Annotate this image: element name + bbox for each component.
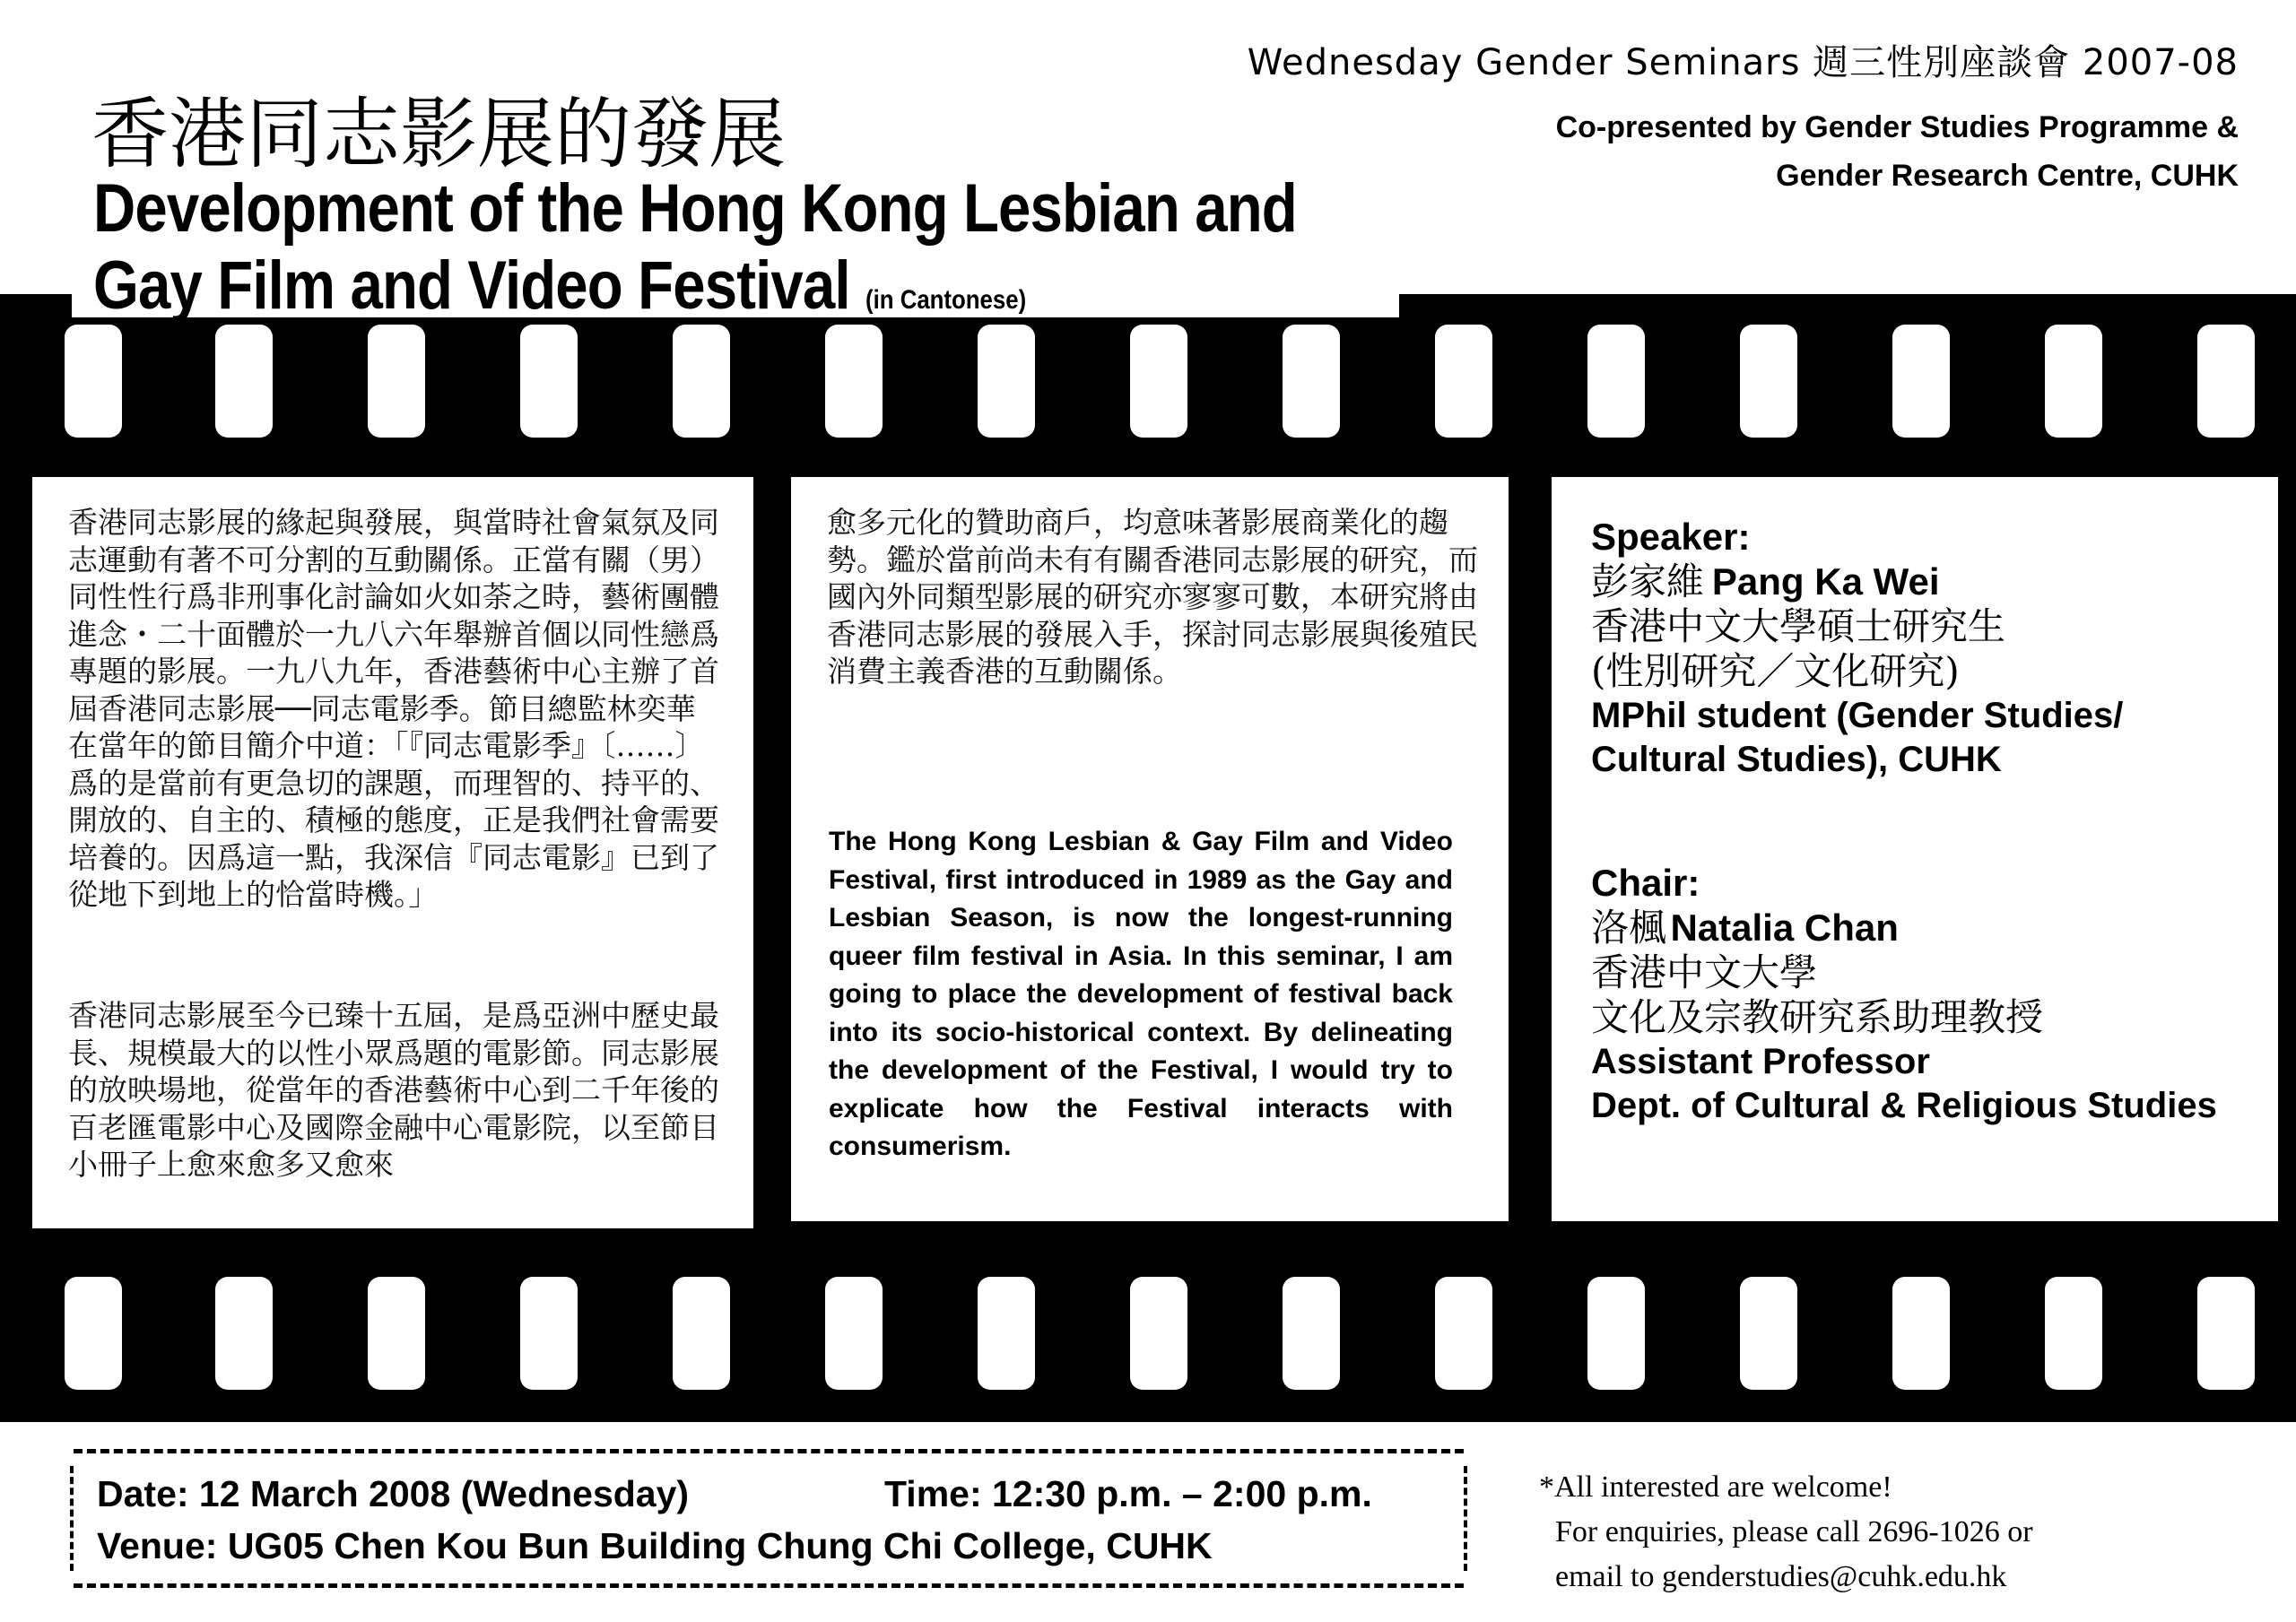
sprocket-hole: [215, 1277, 273, 1390]
welcome-note: *All interested are welcome!: [1539, 1470, 1892, 1504]
sprocket-hole: [1892, 325, 1950, 438]
chair-heading: Chair:: [1591, 862, 1700, 904]
event-date: Date: 12 March 2008 (Wednesday): [97, 1473, 690, 1514]
sprocket-hole: [978, 1277, 1035, 1390]
seminar-series-title: Wednesday Gender Seminars 週三性別座談會 2007-08: [1247, 42, 2239, 83]
chair-name-en: Natalia Chan: [1670, 906, 1899, 949]
chair-title-zh-2: 文化及宗教研究系助理教授: [1591, 995, 2044, 1039]
copresenters: [1556, 103, 2239, 200]
enquiry-phone: For enquiries, please call 2696-1026 or: [1555, 1515, 2033, 1548]
sprocket-hole: [2045, 1277, 2102, 1390]
sprocket-hole: [65, 325, 122, 438]
frame-speakers: [1552, 477, 2278, 1221]
event-info-box: [74, 1449, 1464, 1588]
sprocket-hole: [368, 1277, 425, 1390]
event-time: Time: 12:30 p.m. – 2:00 p.m.: [884, 1473, 1372, 1514]
abstract-zh-paragraph-1: 香港同志影展的緣起與發展，與當時社會氣氛及同志運動有著不可分割的互動關係。正當有關（男）同性性行爲非刑事化討論如火如荼之時，藝術團體進念・二十面體於一九八六年舉辦首個以同性戀爲專題的影展。一九八九年，香港藝術中心主辦了首屆香港同志影展──同志電影季。節目總監林奕華在當年的節目簡介中道：「『同志電影季』〔……〕爲的是當前有更急切的課題，而理智的、持平的、開放的、自主的、積極的態度，正是我們社會需要培養的。因爲這一點，我深信『同志電影』已到了從地下到地上的恰當時機。」: [68, 505, 719, 912]
sprocket-hole: [673, 325, 730, 438]
sprocket-hole: [1130, 1277, 1187, 1390]
chair-title-en-2: Dept. of Cultural & Religious Studies: [1591, 1086, 2217, 1125]
speaker-name-en: Pang Ka Wei: [1711, 560, 1940, 603]
enquiry-notes: [1539, 1465, 2033, 1600]
chair-title-en-1: Assistant Professor: [1591, 1042, 1930, 1081]
frame-abstract-zh: [32, 477, 753, 1228]
sprocket-hole: [2197, 325, 2255, 438]
abstract-en: The Hong Kong Lesbian & Gay Film and Video Festival, first introduced in 1989 as the Gay and Lesbian Season, is now the longest-running queer film festival in Asia. In this seminar, I am going to place the development of festival back into its socio-historical context. By delineating the development of the Festival, I would try to explicate how the Festival interacts with consumerism.: [829, 827, 1453, 1161]
sprocket-hole: [1587, 325, 1645, 438]
sprocket-hole: [1740, 1277, 1797, 1390]
chair-title-zh-1: 香港中文大學: [1591, 950, 1818, 994]
sprocket-hole: [215, 325, 273, 438]
speaker-name-zh: 彭家維: [1591, 559, 1705, 603]
sprocket-hole: [1283, 1277, 1340, 1390]
event-venue: Venue: UG05 Chen Kou Bun Building Chung Chi College, CUHK: [97, 1525, 1213, 1566]
sprocket-hole: [368, 325, 425, 438]
enquiry-email: email to genderstudies@cuhk.edu.hk: [1555, 1560, 2007, 1593]
sprocket-hole: [520, 325, 578, 438]
speaker-title-en-1: MPhil student (Gender Studies/: [1591, 696, 2124, 735]
abstract-zh-paragraph-2: 香港同志影展至今已臻十五屆，是爲亞洲中歷史最長、規模最大的以性小眾爲題的電影節。同志影展的放映場地，從當年的香港藝術中心到二千年後的百老匯電影中心及國際金融中心電影院，以至節目小冊子上愈來愈多又愈來: [68, 998, 719, 1182]
speaker-title-en-2: Cultural Studies), CUHK: [1591, 740, 2002, 779]
frame-abstract-en: [791, 477, 1509, 1221]
sprocket-hole: [1587, 1277, 1645, 1390]
sprocket-hole: [65, 1277, 122, 1390]
sprocket-hole: [2197, 1277, 2255, 1390]
copresenter-line-1: Co-presented by Gender Studies Programme &: [1555, 110, 2239, 144]
title-chinese: 香港同志影展的發展: [91, 90, 786, 179]
chair-name-zh: 洛楓: [1591, 906, 1667, 950]
speaker-heading: Speaker:: [1591, 516, 1751, 558]
speaker-title-zh-1: 香港中文大學碩士研究生: [1591, 604, 2006, 648]
sprocket-hole: [1435, 325, 1492, 438]
title-english: [93, 170, 1297, 339]
sprocket-hole: [1130, 325, 1187, 438]
title-english-line-1: Development of the Hong Kong Lesbian and: [93, 170, 1297, 247]
speaker-block: [1591, 515, 2273, 782]
film-strip-background: [0, 294, 2296, 1422]
sprocket-hole: [2045, 325, 2102, 438]
sprocket-hole: [1435, 1277, 1492, 1390]
abstract-zh-paragraph-3: 愈多元化的贊助商戶，均意味著影展商業化的趨勢。鑑於當前尚未有有關香港同志影展的研究，而國內外同類型影展的研究亦寥寥可數，本研究將由香港同志影展的發展入手，探討同志影展與後殖民消費主義香港的互動關係。: [827, 505, 1478, 689]
language-note: (in Cantonese): [865, 285, 1027, 315]
sprocket-hole: [673, 1277, 730, 1390]
speaker-title-zh-2: (性別研究／文化研究): [1591, 649, 1960, 693]
chair-block: [1591, 861, 2273, 1128]
sprocket-hole: [825, 1277, 883, 1390]
title-english-line-2: Gay Film and Video Festival: [93, 247, 850, 324]
sprocket-hole: [520, 1277, 578, 1390]
sprocket-hole: [825, 325, 883, 438]
sprocket-hole: [978, 325, 1035, 438]
sprocket-hole: [1892, 1277, 1950, 1390]
sprocket-hole: [1740, 325, 1797, 438]
sprocket-hole: [1283, 325, 1340, 438]
copresenter-line-2: Gender Research Centre, CUHK: [1776, 159, 2239, 193]
